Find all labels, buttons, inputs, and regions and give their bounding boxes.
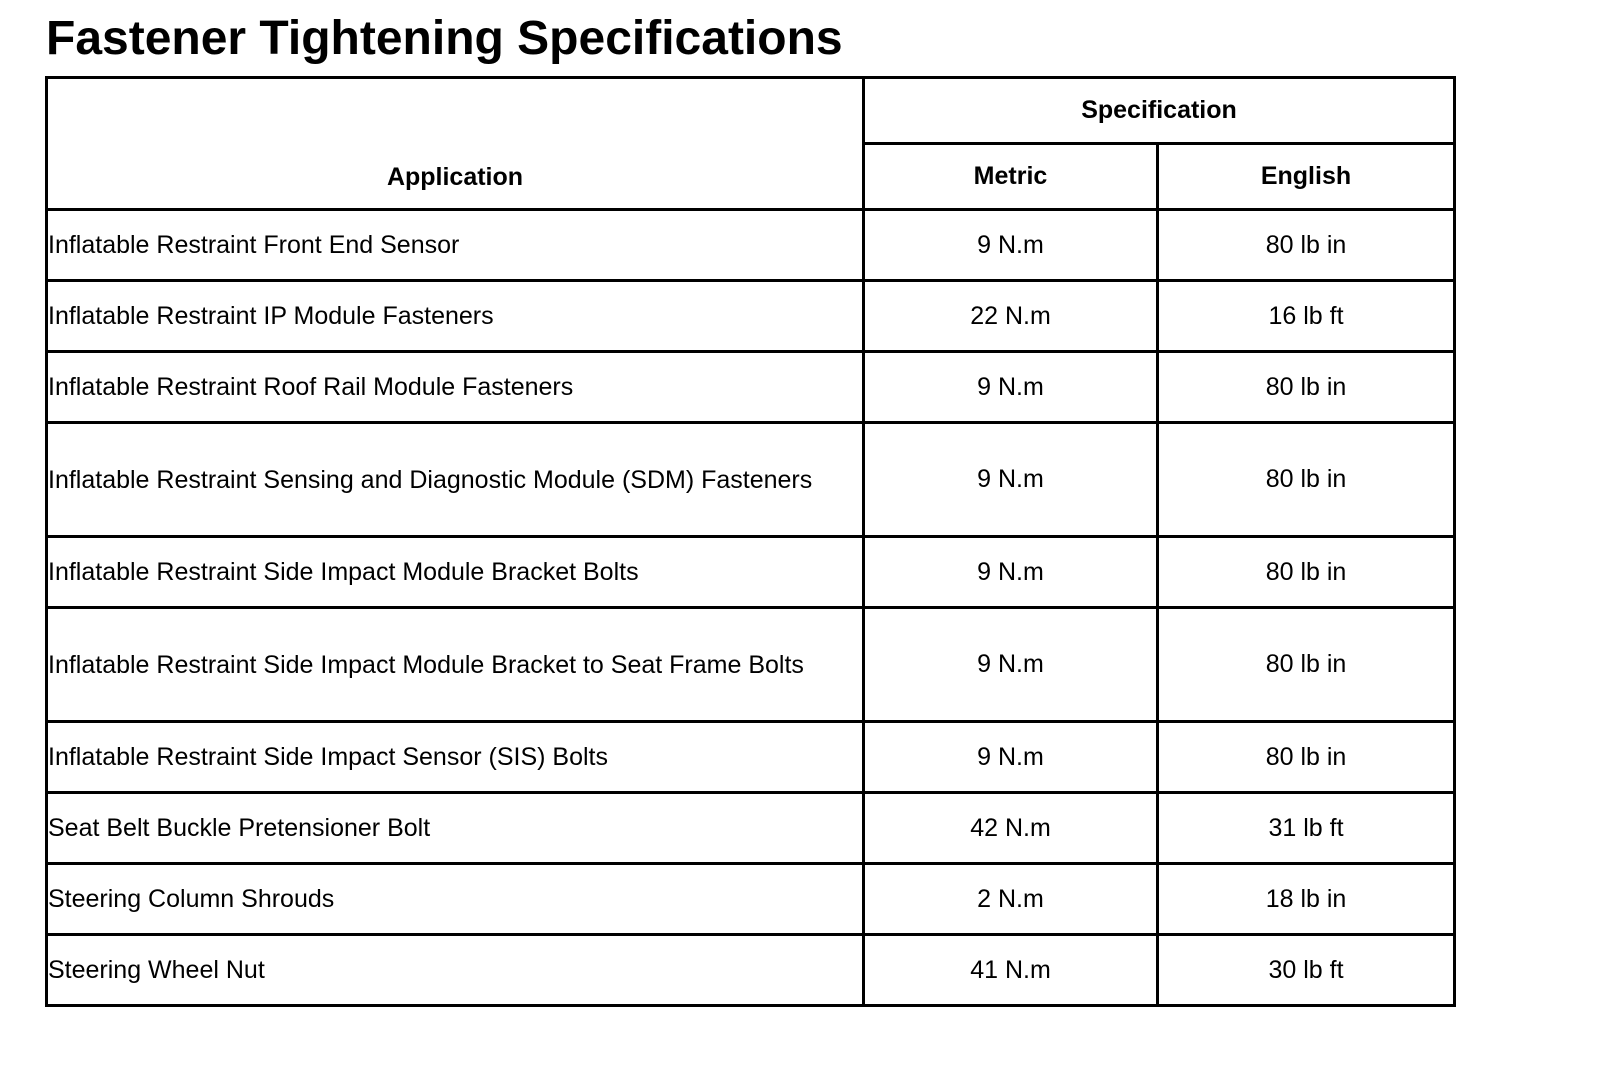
header-row (47, 78, 1455, 144)
metric-cell: 9 N.m (864, 210, 1158, 281)
table-row (47, 608, 1455, 722)
metric-cell: 42 N.m (864, 793, 1158, 864)
specification-header: Specification (864, 78, 1455, 144)
application-cell: Inflatable Restraint Side Impact Sensor (SIS) Bolts (47, 722, 864, 793)
application-cell: Inflatable Restraint Roof Rail Module Fasteners (47, 352, 864, 423)
english-cell: 30 lb ft (1158, 935, 1455, 1006)
page-title: Fastener Tightening Specifications (46, 12, 843, 65)
english-cell: 31 lb ft (1158, 793, 1455, 864)
english-cell: 80 lb in (1158, 722, 1455, 793)
metric-header: Metric (864, 144, 1158, 210)
english-cell: 80 lb in (1158, 352, 1455, 423)
application-cell: Inflatable Restraint Side Impact Module Bracket to Seat Frame Bolts (47, 608, 864, 722)
metric-cell: 22 N.m (864, 281, 1158, 352)
table-row (47, 864, 1455, 935)
application-cell: Inflatable Restraint Front End Sensor (47, 210, 864, 281)
metric-cell: 2 N.m (864, 864, 1158, 935)
table-row (47, 537, 1455, 608)
metric-cell: 9 N.m (864, 352, 1158, 423)
application-cell: Inflatable Restraint IP Module Fasteners (47, 281, 864, 352)
table-row (47, 935, 1455, 1006)
table-row (47, 423, 1455, 537)
application-cell: Inflatable Restraint Side Impact Module Bracket Bolts (47, 537, 864, 608)
metric-cell: 41 N.m (864, 935, 1158, 1006)
metric-cell: 9 N.m (864, 608, 1158, 722)
english-cell: 80 lb in (1158, 537, 1455, 608)
application-cell: Inflatable Restraint Sensing and Diagnostic Module (SDM) Fasteners (47, 423, 864, 537)
english-cell: 80 lb in (1158, 210, 1455, 281)
specification-table (45, 76, 1456, 1007)
application-cell: Steering Column Shrouds (47, 864, 864, 935)
table-row (47, 793, 1455, 864)
application-cell: Seat Belt Buckle Pretensioner Bolt (47, 793, 864, 864)
english-cell: 16 lb ft (1158, 281, 1455, 352)
metric-cell: 9 N.m (864, 722, 1158, 793)
english-cell: 80 lb in (1158, 608, 1455, 722)
english-cell: 80 lb in (1158, 423, 1455, 537)
english-cell: 18 lb in (1158, 864, 1455, 935)
table-row (47, 352, 1455, 423)
table-row (47, 210, 1455, 281)
application-header: Application (47, 78, 864, 210)
application-cell: Steering Wheel Nut (47, 935, 864, 1006)
table-row (47, 281, 1455, 352)
metric-cell: 9 N.m (864, 537, 1158, 608)
metric-cell: 9 N.m (864, 423, 1158, 537)
table-row (47, 722, 1455, 793)
english-header: English (1158, 144, 1455, 210)
